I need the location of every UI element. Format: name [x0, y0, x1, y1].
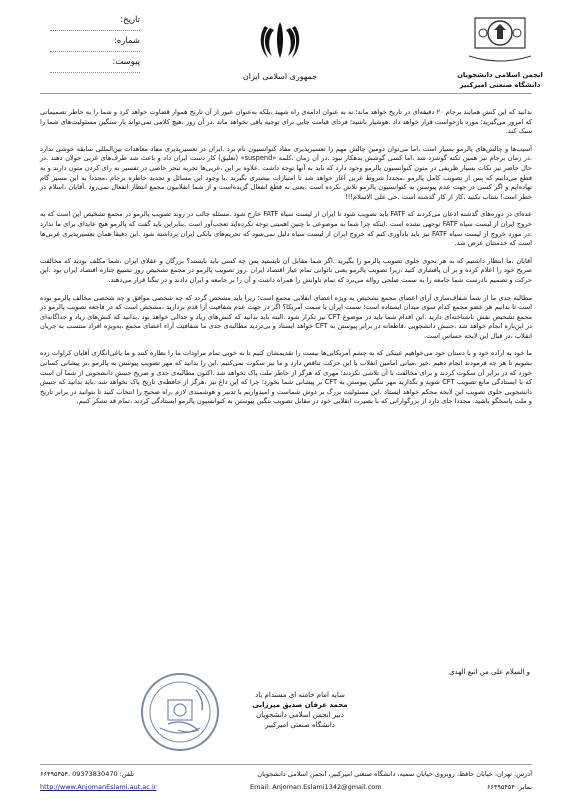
footer-email[interactable]: Email: Anjoman.Eslami1342@gmail.com: [250, 783, 382, 791]
letter-body: [40, 108, 532, 415]
paragraph-1: بدانید که این کنش همانند برجام ۲۰ دقیقه‌ای در تاریخ خواهد ماند؛ نه به عنوان ادامه‌ی راه شهید ،بلکه به‌عنوان عبور از آن تاریخ هموار قضاوت خواهد کرد و شما را به خاطر تصمیماتی که امروز می‌گیرید؛ مورد بازخواست قرار خواهد داد .هوشیار باشید؛ فردای قیامت جایی برای توجیه باقی نخواهد ماند .در آن روز ،هیچ کلامی نمی‌تواند بار سنگین مسئولیت‌های شما را سبک کند.: [40, 108, 532, 136]
association-line-1: انجمن اسلامی دانشجویان: [457, 71, 543, 79]
signature-org: دانشگاه صنعتی امیرکبیر: [265, 721, 335, 729]
number-field: شماره:: [50, 31, 140, 52]
paragraph-4: آقایان ،ما انتظار داشتیم که به هر نحوی جلوی تصویب پالرمو را بگیرید .اگر شما مقابل آن نایستید پس چه کسی باید بایستد؟ بزرگان و عقلای ایران ،شما مکلف بودید که مخالفت صریح خود را اعلام کرده و بر آن پافشاری کنید ،زیرا تصویب پالرمو یعنی ناتوانی تمام عیار اقتصاد ایران .روز تصویب پالرمو در مجمع تشخیص روز تشییع جنازه اقتصاد ایران بود .این حرکت و تصمیم نادرست شما جامعه را به سمت صلحی رواله می‌برد که تمام تاوانش را همراه داشت و آن را بر جامعه و ایران دادند و در تنگنا قرار می‌دهند.: [40, 256, 532, 284]
paragraph-3: عده‌ای در دوره‌های گذشته اذعان می‌کردند که FATF باید تصویب شود تا ایران از لیست سیاه FATF خارج شود .مسئله جالب در روند تصویب پالرمو در مجمع تشخیص این است که به خروج ایران از لیست سیاه FATF توجهی نشده است .اینکه چرا شما به موضوعی با چنین اهمیتی توجه نکرده‌اید تعجب‌آور است .بنابراین باید گفت که پالرمو هیچ عاید‌ای برای ما ندارد .در مورد خروج از لیست سیاه FATF نیز باید یادآوری کنم که خروج ایران از لیست سیاه دلیل نمی‌شود که تحریم‌های بانکی ایران برداشته شود .این دقیقا همان تعسیرپذیری غربی‌ها است که خدمتتان عرض شد.: [40, 210, 532, 248]
footer-fax: نمابر: ۶۶۴۹۵۴۵۴: [486, 783, 532, 791]
signature-name: محمد عرفان صدیق میرزایی: [252, 701, 348, 709]
paragraph-5: مطالبه جدی ما از شما شفاف‌سازی آرای اعضای مجمع تشخیص به ویژه اعضای انقلابی مجمع است؛ زیرا باید مشخص گردد که چه شخصی موافق و چه شخصی مخالف پالرمو بوده است تا بدانیم هر عضو مجمع کدام سوی میدان ایستاده است؛ سمت ایران یا سمت آمریکا؟ اگر در جهت عدم شفافیت آرا قدم بردارید ،مشخص است که در فاجعه تصویب پالرمو در مجمع تشخیص نقش ناشناخته‌ای دارید .این اقدام شما باید در موضوع CFT نیز تکرار شود .البته باید بدانید که کنش‌های زیاد و جدالی خواهد بود .بدانید که کنش‌های زیاد و جداگانه‌ای در این‌باره انجام خواهد شد .جنبش دانشجویی ،قاطعانه در برابر پیوستن به CFT خواهد ایستاد و بی‌تردید مطالبه‌ی جدی ما شفافیت آراء اعضای مجمع ،به‌ویژه افراد منتسب به جریان انقلاب ،در قبال این لایحه حساس است.: [40, 293, 532, 340]
signature-line-1: سایه امام خامنه ای مستدام باد: [255, 691, 345, 699]
footer-divider: [40, 764, 532, 765]
footer-phone: تلفن: 09373830470 ،۶۶۴۹۵۴۵۴: [40, 770, 135, 778]
footer-address: آدرس: تهران، خیابان حافظ، روبروی خیابان سمیه، دانشگاه صنعتی امیرکبیر، انجمن اسلامی دانشجویان: [257, 770, 532, 778]
signature-role: دبیر انجمن اسلامی دانشجویان: [256, 711, 344, 719]
association-line-2: دانشگاه صنعتی امیرکبیر: [459, 81, 541, 89]
association-logo-icon: [463, 12, 537, 68]
country-name: جمهوری اسلامی ایران: [242, 72, 318, 81]
seal-stamp-icon: [138, 670, 222, 754]
footer-website-link[interactable]: http://www.AnjomanEslami.aut.ac.ir: [40, 783, 157, 791]
date-field: تاریخ:: [50, 10, 140, 31]
header-divider: [40, 93, 532, 94]
iran-emblem-icon: [258, 18, 302, 62]
letter-meta-fields: [50, 10, 140, 73]
closing-salutation: و السلام علی من اتبع الهدی: [449, 668, 530, 676]
signature-block: [225, 690, 375, 730]
attachment-field: پیوست:: [50, 52, 140, 73]
paragraph-6: ما خود به اراده خود و با دستان خود می‌خواهیم عینکی که به چشم آمریکایی‌ها نیست را تقدیمشان کنیم تا به خوبی تمام مراودات ما را نظاره کنند و ما یاغی‌انگاری آقایان کراوات زده بشویم تا هر چه فرمودند انجام دهیم .خیر ،میانی امامین انقلاب با این حرکت تناقض دارد و ما نیز سکوت نمی‌کنیم .این را بدانید که مهر تصویب پیوستن به پالرمو ،بر پیشانی کسانی خورد که در برابر آن سکوت کردند و برای مخالفت با آن تلاشی نکردند؛ مهری که هرگز از خاطر ملت پاک نخواهد شد .اکنون مطالبه‌ی جدی و صریح جنبش دانشجویی از شما آن است که با ایستادگی مانع تصویب CFT شوید و نگذارید مهر ننگین پیوستن به CFT بر پیشانی شما بخورد؛ چرا که این داغ نیز ،هرگز از حافظه‌ی تاریخ پاک نخواهد شد .باید بدانید که جنبش دانشجویی جلوی تصویب این لایحه محکم خواهد ایستاد .این مسئولیت بزرگ بر دوش شماست و امیدواریم با تدبیر و هوشمندی لازم ،راه صحیح را انتخاب کنید تا بتوانید در برابر تاریخ و ملت پاسخگو باشید. مجددا جای دارد از بزرگوارانی که با بصیرت انقلابی خود در مقابل تصویب ننگین پیوستن به کنوانسیون پالرمو ایستادگی کردند ،تمام قد تشکر کنیم.: [40, 349, 532, 406]
association-title: [440, 70, 560, 90]
paragraph-2: آسیب‌ها و چالش‌های پالرمو بسیار است ،اما می‌توان دومین چالش مهم را تعسیرپذیری مفاد کنوانسیون نام برد .ایران در تعسیرپذیری مفاد معاهدات بین‌المللی سابقه خوشی ندارد .در زمان برجام نیز همین نکته گوشزد شد ،اما کسی گوشش بدهکار نبود .در آن زمان ،کلمه «suspend» (تعلیق) کار دست ایران داد و باعث شد طرف‌های غربی جولان دهند .در حال حاضر نیز نکات بسیار ظریفی در متون کنوانسیون پالرمو وجود دارد که باید به آنها توجه داشت .علاوه بر این ،غربی‌ها تجربه تبحر خاصی در تفسیر به رای کردن متون دارند و به قطع می‌دانیم که پس از تصویب کامل پالرمو ،مجددا شروط غربی آغاز خواهد شد تا امتیازات بیشتری بگیرند .با وجود این مسائل و تجدید خاطره برجام ،مجددا به این مسیر گام نهاده‌ایم و اگر کسی در جهت عدم پیوستن به کنوانسیون پالرمو تلاش نکرده است ،یعنی به قطع انفعال گزیده‌است و از شما انقلابیون مجمع انتظار انفعال نمی‌رود .آقایان ،اسلام در خطر است! شتاب نکنید ،کار از کار گذشته است .حی علی الاسلام!!!: [40, 144, 532, 201]
